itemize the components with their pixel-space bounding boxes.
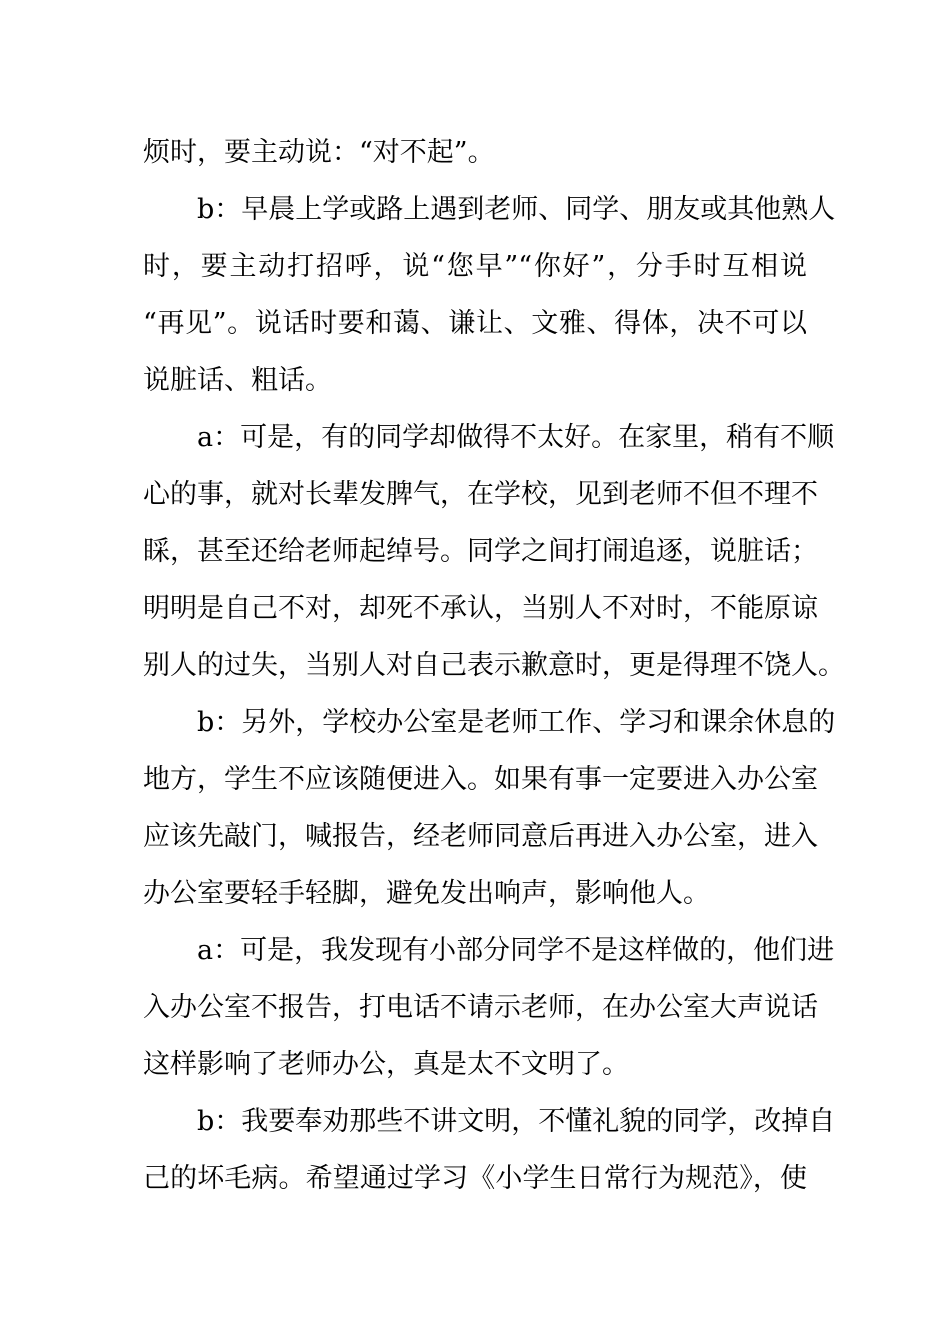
line-text: 烦时，要主动说：“对不起”。 [143, 137, 495, 168]
line-text: 心的事，就对长辈发脾气，在学校，见到老师不但不理不 [143, 479, 818, 510]
line-text: a：可是，我发现有小部分同学不是这样做的，他们进 [197, 935, 835, 966]
line-text: 地方，学生不应该随便进入。如果有事一定要进入办公室 [143, 764, 818, 795]
line-text: 睬，甚至还给老师起绰号。同学之间打闹追逐，说脏话； [143, 536, 818, 567]
text-line [0, 418, 950, 458]
text-line [0, 1159, 950, 1199]
line-text: 别人的过失，当别人对自己表示歉意时，更是得理不饶人。 [143, 650, 845, 681]
text-line [0, 1102, 950, 1142]
text-line [0, 1045, 950, 1085]
text-line [0, 133, 950, 173]
line-text: b：早晨上学或路上遇到老师、同学、朋友或其他熟人 [197, 194, 836, 225]
text-line [0, 646, 950, 686]
line-text: 应该先敲门，喊报告，经老师同意后再进入办公室，进入 [143, 821, 818, 852]
line-text: 办公室要轻手轻脚，避免发出响声，影响他人。 [143, 878, 710, 909]
line-text: b：另外，学校办公室是老师工作、学习和课余休息的 [197, 707, 836, 738]
line-text: a：可是，有的同学却做得不太好。在家里，稍有不顺 [197, 422, 835, 453]
text-line [0, 475, 950, 515]
line-text: 这样影响了老师办公，真是太不文明了。 [143, 1049, 629, 1080]
text-line [0, 304, 950, 344]
line-text: “再见”。说话时要和蔼、谦让、文雅、得体，决不可以 [143, 308, 807, 339]
line-text: 说脏话、粗话。 [143, 365, 332, 396]
line-text: 时，要主动打招呼，说“您早”“你好”，分手时互相说 [143, 251, 807, 282]
text-line [0, 247, 950, 287]
text-line [0, 703, 950, 743]
line-text: 入办公室不报告，打电话不请示老师，在办公室大声说话 [143, 992, 818, 1023]
text-line [0, 931, 950, 971]
text-line [0, 874, 950, 914]
line-text: b：我要奉劝那些不讲文明，不懂礼貌的同学，改掉自 [197, 1106, 836, 1137]
text-line [0, 361, 950, 401]
text-line [0, 760, 950, 800]
text-line [0, 988, 950, 1028]
line-text: 己的坏毛病。希望通过学习《小学生日常行为规范》，使 [143, 1163, 807, 1194]
text-line [0, 817, 950, 857]
text-line [0, 190, 950, 230]
text-line [0, 589, 950, 629]
text-line [0, 532, 950, 572]
line-text: 明明是自己不对，却死不承认，当别人不对时，不能原谅 [143, 593, 818, 624]
